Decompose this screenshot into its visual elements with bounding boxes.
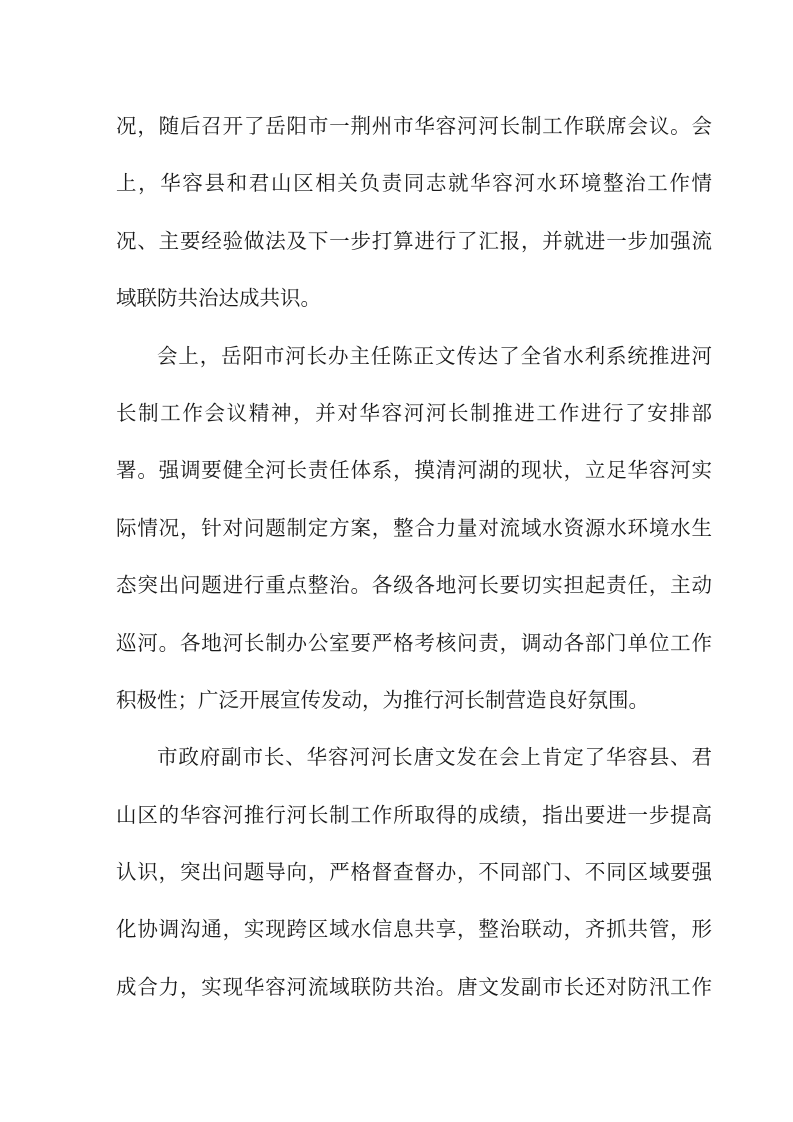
paragraph-first-line: 市政府副市长、华容河河长唐文发在会上肯定了华容县、君 [157, 745, 712, 770]
text-line: 署。强调要健全河长责任体系，摸清河湖的现状，立足华容河实 [116, 458, 712, 483]
text-line: 化协调沟通，实现跨区域水信息共享，整治联动，齐抓共管，形 [116, 917, 712, 942]
paragraph-first-line: 会上，岳阳市河长办主任陈正文传达了全省水利系统推进河 [157, 343, 712, 368]
text-line: 认识，突出问题导向，严格督查督办，不同部门、不同区域要强 [116, 860, 712, 885]
text-line: 山区的华容河推行河长制工作所取得的成绩，指出要进一步提高 [116, 802, 712, 827]
text-line: 况、主要经验做法及下一步打算进行了汇报，并就进一步加强流 [116, 228, 712, 253]
text-line: 况，随后召开了岳阳市一荆州市华容河河长制工作联席会议。会 [116, 114, 712, 138]
text-line: 积极性；广泛开展宣传发动，为推行河长制营造良好氛围。 [116, 687, 649, 712]
text-line: 态突出问题进行重点整治。各级各地河长要切实担起责任，主动 [116, 573, 712, 598]
text-line: 际情况，针对问题制定方案，整合力量对流域水资源水环境水生 [116, 515, 712, 540]
text-line: 域联防共治达成共识。 [116, 286, 321, 311]
text-line: 巡河。各地河长制办公室要严格考核问责，调动各部门单位工作 [116, 630, 712, 655]
text-line: 长制工作会议精神，并对华容河河长制推进工作进行了安排部 [116, 400, 712, 425]
document-body [116, 98, 712, 1016]
text-line: 上，华容县和君山区相关负责同志就华容河水环境整治工作情 [116, 171, 712, 196]
text-line: 成合力，实现华容河流域联防共治。唐文发副市长还对防汛工作 [116, 974, 712, 999]
